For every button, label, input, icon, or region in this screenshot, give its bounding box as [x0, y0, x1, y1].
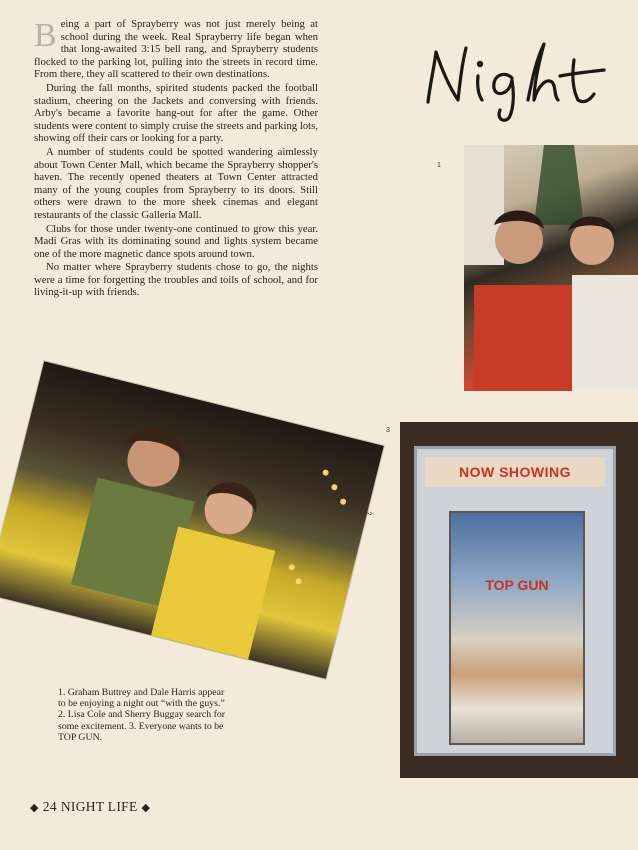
- drop-cap: B: [34, 17, 57, 54]
- caption-line: 1. Graham Buttrey and Dale Harris appear: [58, 687, 225, 698]
- article-paragraph-5: No matter where Sprayberry students chose to go, the nights were a time for forgetting the troubles and toils of school, and for living-it-up with friends.: [34, 261, 318, 299]
- article-text: [34, 18, 318, 300]
- photo-3-number: 3: [386, 427, 390, 434]
- article-paragraph-1: Being a part of Sprayberry was not just merely being at school during the week. Real Sprayberry life began when that long-awaited 3:15 bell rang, and Sprayberry students flocked to the parking lot, pulling into the streets in record time. From there, they all scattered to their own destinations.: [34, 17, 318, 81]
- caption-line: some excitement. 3. Everyone wants to be: [58, 720, 224, 732]
- section-name: NIGHT LIFE: [60, 799, 138, 814]
- photo-caption: [58, 687, 258, 743]
- photo-boys-night-out: [464, 145, 638, 391]
- poster-title: TOP GUN: [485, 577, 549, 593]
- movie-poster: [449, 511, 585, 745]
- night-script-title: [420, 30, 620, 125]
- photo-2-number: 2: [364, 511, 372, 516]
- poster-display-case: [414, 446, 616, 756]
- photo-2-figures: [0, 361, 384, 679]
- diamond-icon: ◆: [141, 801, 151, 814]
- page-number: 24: [42, 799, 57, 814]
- diamond-icon: ◆: [30, 801, 39, 814]
- article-paragraph-3: A number of students could be spotted wandering aimlessly about Town Center Mall, which became the Sprayberry shopper's haven. The recently opened theaters at Town Center attracted many of the young couples from Sprayberry to its doors. Still others were drawn to the more sheek cinemas and elegant restaurants of the classic Galleria Mall.: [34, 145, 318, 221]
- article-paragraph-4: Clubs for those under twenty-one continued to grow this year. Madi Gras with its dominating sound and lights system became one of the more magnetic dance spots around town.: [34, 222, 318, 260]
- photo-movie-poster-case: [400, 422, 638, 778]
- page-footer: [30, 799, 150, 815]
- now-showing-text: NOW SHOWING: [458, 464, 572, 480]
- article-paragraph-2: During the fall months, spirited students packed the football stadium, cheering on the Jackets and conversing with friends. Arby's became a favorite hang-out for after the game. Other students were content to simply cruise the streets and parking lots, showing off their cars or looking for a party.: [34, 81, 318, 145]
- caption-line: 2. Lisa Cole and Sherry Buggay search for: [58, 709, 226, 721]
- photo-girls-at-mall: [0, 361, 384, 679]
- caption-line: TOP GUN.: [58, 731, 103, 743]
- photo-1-number: 1: [437, 162, 441, 169]
- caption-line: to be enjoying a night out “with the guys.”: [58, 698, 225, 710]
- now-showing-sign: [425, 457, 605, 487]
- photo-1-figures: [464, 145, 638, 391]
